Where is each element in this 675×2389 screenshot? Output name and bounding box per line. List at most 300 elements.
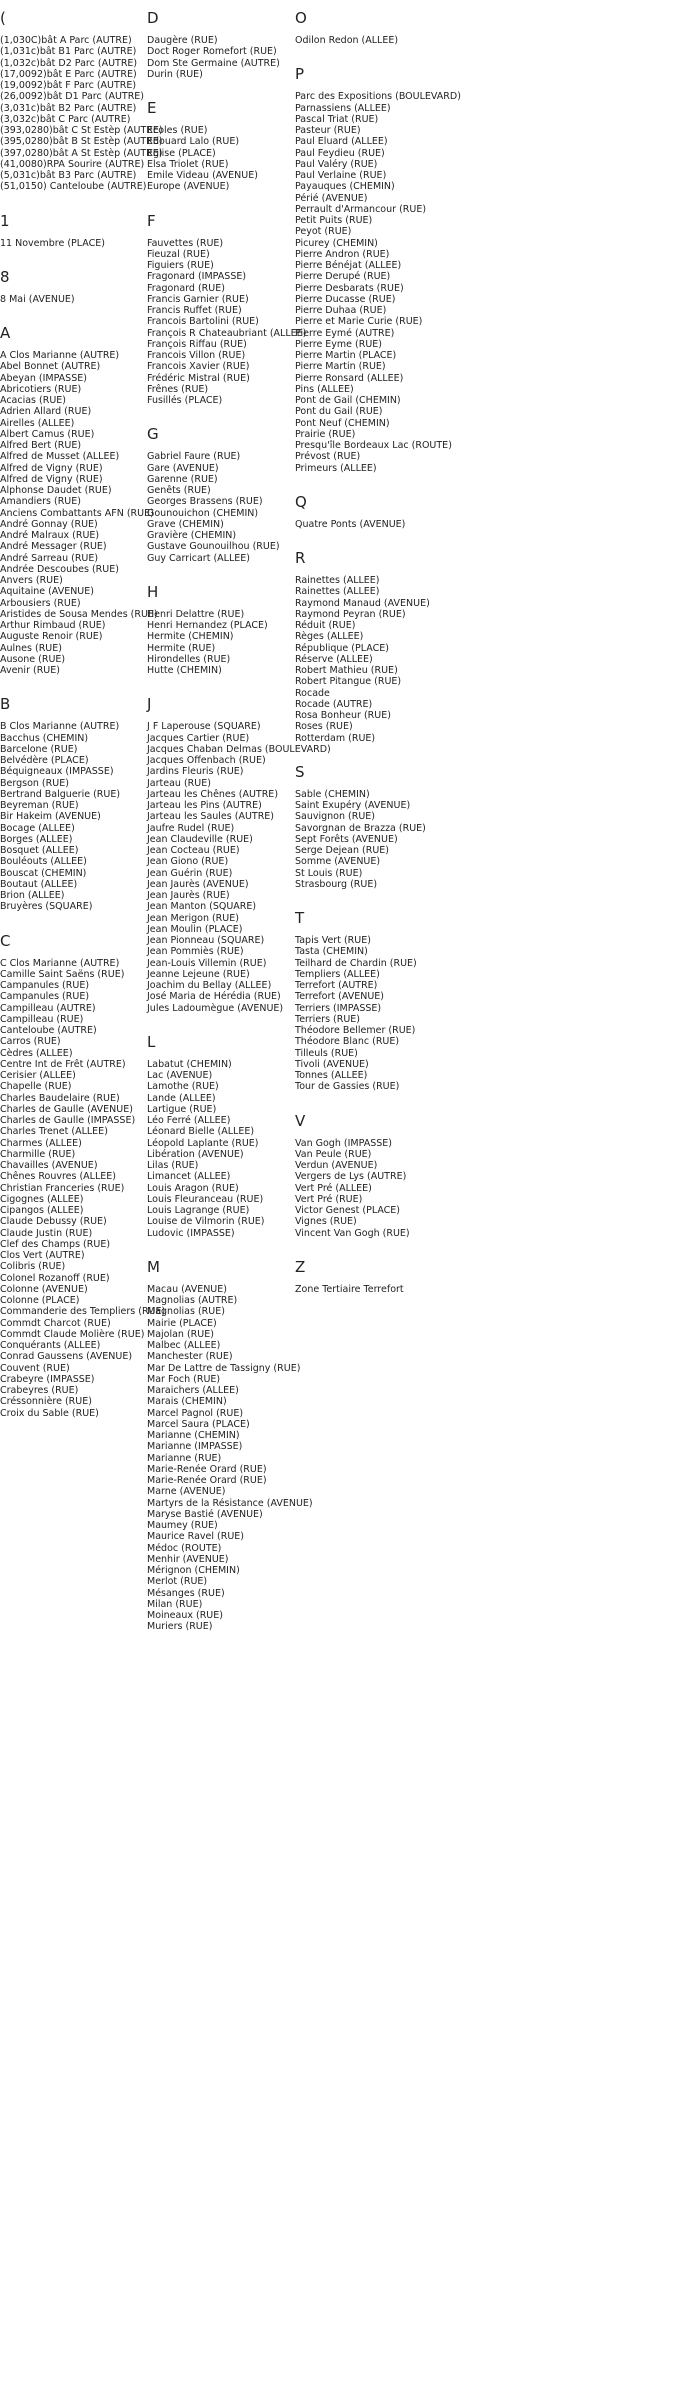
street-entry: Brion (ALLEE) [0,890,65,901]
street-entry: José Maria de Hérédia (RUE) [147,991,281,1003]
street-entry: Henri Delattre (RUE) [147,608,245,620]
street-entry: (393,0280)bât C St Estèp (AUTRE) [0,125,163,136]
street-entry: Prairie (RUE) [295,428,356,440]
street-entry: Borges (ALLEE) [0,833,73,845]
street-entry: Pierre Ducasse (RUE) [295,293,396,305]
street-entry: Beyreman (RUE) [0,800,79,811]
section-letter-heading: F [147,211,156,230]
street-entry: Adrien Allard (RUE) [0,406,92,418]
street-entry: Théodore Bellemer (RUE) [295,1025,416,1036]
street-entry: Charmille (RUE) [0,1148,76,1160]
street-entry: Tivoli (AVENUE) [295,1058,369,1070]
section-letter-heading: 8 [0,267,10,286]
street-entry: Europe (AVENUE) [147,181,230,193]
street-entry: Marcel Pagnol (RUE) [147,1407,244,1419]
street-entry: Gabriel Faure (RUE) [147,451,241,463]
street-entry: Médoc (ROUTE) [147,1542,222,1554]
street-entry: Cèdres (ALLEE) [0,1047,73,1059]
section-letter-heading: C [0,931,11,950]
street-entry: Francis Ruffet (RUE) [147,305,242,316]
street-entry: Marne (AVENUE) [147,1486,226,1498]
letter-section [0,695,145,912]
street-entry: Albert Camus (RUE) [0,428,95,440]
street-entry: Béquigneaux (IMPASSE) [0,766,114,778]
street-entry: Rotterdam (RUE) [295,732,376,744]
index-column-3 [295,9,475,1314]
street-entry: Grave (CHEMIN) [147,518,224,530]
street-entry: Pierre Eyme (RUE) [295,338,383,350]
street-entry: (3,032c)bât C Parc (AUTRE) [0,113,131,125]
street-entry: Frênes (RUE) [147,383,209,395]
street-entry: Jean Moulin (PLACE) [147,923,243,935]
street-entry: Tonnes (ALLEE) [295,1070,368,1081]
street-entry: Doct Roger Romefort (RUE) [147,46,277,58]
letter-section [147,1257,313,1633]
street-entry: Lac (AVENUE) [147,1070,213,1081]
street-entry: Bacchus (CHEMIN) [0,732,89,744]
street-entry: Odilon Redon (ALLEE) [295,35,399,46]
street-entry: République (PLACE) [295,642,389,654]
section-letter-heading: R [295,549,306,567]
street-entry: Sauvignon (RUE) [295,811,376,823]
street-entry: Lande (ALLEE) [147,1092,216,1104]
street-entry: Lartigue (RUE) [147,1103,217,1115]
street-entry: Commdt Charcot (RUE) [0,1317,111,1329]
street-entry: Payauques (CHEMIN) [295,181,395,193]
street-entry: Jaufre Rudel (RUE) [147,822,235,834]
street-entry: Maurice Ravel (RUE) [147,1531,244,1543]
street-entry: Gare (AVENUE) [147,462,219,474]
street-entry: B Clos Marianne (AUTRE) [0,721,120,733]
street-entry: Hermite (RUE) [147,642,216,654]
street-entry: Aulnes (RUE) [0,642,62,654]
street-entry: Louise de Vilmorin (RUE) [147,1216,265,1228]
street-entry: Tour de Gassies (RUE) [295,1081,400,1093]
street-entry: Teilhard de Chardin (RUE) [295,957,417,969]
street-entry: Marais (CHEMIN) [147,1396,227,1408]
section-letter-heading: ( [0,9,6,27]
street-entry: Chavailles (AVENUE) [0,1160,98,1171]
street-entry: Jean-Louis Villemin (RUE) [147,957,267,969]
street-entry: Christian Franceries (RUE) [0,1182,125,1194]
street-entry: Pierre et Marie Curie (RUE) [295,316,423,328]
street-entry: Somme (AVENUE) [295,856,381,868]
letter-section [147,9,294,80]
street-entry: Quatre Ponts (AVENUE) [295,518,406,530]
street-entry: Chapelle (RUE) [0,1081,72,1093]
street-entry: Campilleau (RUE) [0,1013,84,1025]
street-entry: Lilas (RUE) [147,1160,199,1171]
street-entry: Jacques Cartier (RUE) [147,732,250,744]
street-entry: Hutte (CHEMIN) [147,665,222,676]
street-entry: Perrault d'Armancour (RUE) [295,203,427,215]
street-entry: Parc des Expositions (BOULEVARD) [295,91,461,103]
section-letter-heading: V [295,1111,306,1130]
street-entry: Pont de Gail (CHEMIN) [295,395,401,406]
street-entry: Jarteau les Chênes (AUTRE) [147,788,279,800]
street-entry: Bouscat (CHEMIN) [0,867,87,879]
street-entry: Emile Videau (AVENUE) [147,170,258,181]
street-entry: Hirondelles (RUE) [147,653,231,665]
street-entry: Couvent (RUE) [0,1362,70,1374]
street-entry: Maumey (RUE) [147,1520,218,1531]
street-entry: Milan (RUE) [147,1598,203,1610]
street-entry: Commanderie des Templiers (RUE) [0,1306,166,1318]
street-entry: Paul Eluard (ALLEE) [295,136,388,148]
street-entry: Belvédère (PLACE) [0,755,89,766]
street-entry: C Clos Marianne (AUTRE) [0,957,120,969]
street-entry: Mar De Lattre de Tassigny (RUE) [147,1362,301,1374]
street-entry: Savorgnan de Brazza (RUE) [295,822,426,834]
street-entry: Durin (RUE) [147,68,203,80]
street-entry: Gustave Gounouilhou (RUE) [147,541,280,553]
section-letter-heading: D [147,9,159,27]
street-entry: Campilleau (AUTRE) [0,1002,96,1014]
street-entry: Macau (AVENUE) [147,1283,227,1295]
street-entry: Terrefort (AVENUE) [295,991,384,1003]
street-entry: Commdt Claude Molière (RUE) [0,1328,145,1340]
street-entry: Pierre Martin (PLACE) [295,350,397,361]
street-entry: Fieuzal (RUE) [147,248,210,260]
street-entry: Henri Hernandez (PLACE) [147,620,268,631]
street-entry: Canteloube (AUTRE) [0,1025,97,1036]
street-entry: Pierre Derupé (RUE) [295,271,391,283]
street-entry: (5,031c)bât B3 Parc (AUTRE) [0,170,137,181]
street-entry: Manchester (RUE) [147,1351,233,1363]
street-entry: Prévost (RUE) [295,451,361,463]
street-entry: Abel Bonnet (AUTRE) [0,361,101,373]
street-entry: (395,0280)bât B St Estèp (AUTRE) [0,136,163,148]
street-entry: Conquérants (ALLEE) [0,1340,101,1351]
street-entry: Mairie (PLACE) [147,1317,217,1329]
street-entry: Anvers (RUE) [0,575,63,586]
street-entry: Primeurs (ALLEE) [295,462,377,474]
street-entry: Muriers (RUE) [147,1621,213,1633]
street-entry: Jean Pionneau (SQUARE) [147,935,265,946]
letter-section [295,1112,475,1239]
street-entry: Mésanges (RUE) [147,1587,225,1599]
street-entry: Jean Manton (SQUARE) [147,901,257,913]
street-entry: Dom Ste Germaine (AUTRE) [147,57,280,69]
street-entry: Bocage (ALLEE) [0,822,75,834]
street-entry: Périé (AVENUE) [295,192,368,204]
street-entry: Rocade [295,687,330,699]
street-entry: Libération (AVENUE) [147,1148,244,1160]
street-entry: Aristides de Sousa Mendes (RUE) [0,608,158,620]
street-entry: Avenir (RUE) [0,665,60,676]
street-entry: Louis Aragon (RUE) [147,1182,239,1194]
section-letter-heading: T [295,909,305,927]
street-entry: J F Laperouse (SQUARE) [147,721,261,733]
street-entry: Garenne (RUE) [147,473,218,485]
street-entry: Vert Pré (RUE) [295,1193,363,1205]
street-entry: Claude Debussy (RUE) [0,1216,107,1228]
letter-section [147,425,294,564]
street-entry: Auguste Renoir (RUE) [0,631,103,643]
section-letter-heading: S [295,762,305,781]
street-entry: Marcel Saura (PLACE) [147,1418,250,1430]
street-entry: Jean Claudeville (RUE) [147,833,253,845]
street-entry: Guy Carricart (ALLEE) [147,552,250,564]
street-entry: Rainettes (ALLEE) [295,575,380,586]
street-entry: Crabeyres (RUE) [0,1385,79,1396]
street-entry: Roses (RUE) [295,721,353,733]
street-entry: Limancet (ALLEE) [147,1171,231,1183]
section-letter-heading: P [295,65,305,84]
street-entry: Léopold Laplante (RUE) [147,1137,259,1149]
street-entry: Jarteau les Pins (AUTRE) [147,800,262,811]
section-letter-heading: 1 [0,211,10,230]
street-entry: Pascal Triat (RUE) [295,113,379,125]
street-entry: Croix du Sable (RUE) [0,1407,99,1419]
street-entry: Gounouichon (CHEMIN) [147,507,259,519]
street-entry: Rocade (AUTRE) [295,698,373,710]
street-entry: Cerisier (ALLEE) [0,1070,76,1081]
street-entry: (26,0092)bât D1 Parc (AUTRE) [0,91,145,103]
street-entry: Moineaux (RUE) [147,1610,223,1621]
section-letter-heading: Q [295,492,307,511]
street-entry: Ludovic (IMPASSE) [147,1227,235,1239]
street-entry: André Gonnay (RUE) [0,518,98,530]
street-entry: Labatut (CHEMIN) [147,1058,232,1070]
letter-section [147,1033,294,1239]
street-entry: Frédéric Mistral (RUE) [147,372,250,384]
street-entry: Claude Justin (RUE) [0,1227,93,1239]
street-entry: Menhir (AVENUE) [147,1553,229,1565]
street-entry: Carros (RUE) [0,1036,61,1048]
index-column-1 [0,9,166,1438]
street-entry: Presqu'île Bordeaux Lac (ROUTE) [295,440,452,451]
street-entry: Paul Verlaine (RUE) [295,170,387,181]
street-entry: Hermite (CHEMIN) [147,631,234,643]
street-entry: Malbec (ALLEE) [147,1340,221,1351]
street-entry: Conrad Gaussens (AVENUE) [0,1351,133,1363]
street-entry: Jarteau (RUE) [147,777,211,789]
street-entry: François Riffau (RUE) [147,338,247,350]
street-entry: Jacques Offenbach (RUE) [147,755,266,766]
street-entry: Majolan (RUE) [147,1328,214,1340]
street-entry: Jean Cocteau (RUE) [147,845,240,856]
street-entry: Terrefort (AUTRE) [295,980,378,991]
street-entry: Pierre Andron (RUE) [295,248,390,260]
street-entry: Merlot (RUE) [147,1576,208,1588]
street-entry: Vincent Van Gogh (RUE) [295,1227,410,1239]
street-entry: Jean Merigon (RUE) [147,912,239,924]
street-entry: Martyrs de la Résistance (AVENUE) [147,1497,313,1509]
street-entry: Pierre Martin (RUE) [295,361,386,373]
street-entry: Centre Int de Frêt (AUTRE) [0,1058,126,1070]
street-entry: Marie-Renée Orard (RUE) [147,1463,267,1475]
street-entry: Bouléouts (ALLEE) [0,856,87,868]
street-entry: Alfred de Vigny (RUE) [0,473,103,485]
letter-section [295,909,475,1093]
street-entry: (1,030C)bât A Parc (AUTRE) [0,35,132,46]
street-entry: Robert Pitangue (RUE) [295,676,402,688]
street-entry: Arbousiers (RUE) [0,597,81,609]
street-entry: (19,0092)bât F Parc (AUTRE) [0,80,137,91]
street-entry: André Messager (RUE) [0,541,107,553]
street-entry: Anciens Combattants AFN (RUE) [0,507,154,519]
street-entry: Sable (CHEMIN) [295,788,370,800]
street-entry: Tasta (CHEMIN) [295,946,368,958]
street-entry: Genêts (RUE) [147,485,211,496]
street-entry: Boutaut (ALLEE) [0,878,78,890]
street-entry: (1,031c)bât B1 Parc (AUTRE) [0,46,137,58]
street-entry: Réserve (ALLEE) [295,653,373,665]
street-entry: Camille Saint Saëns (RUE) [0,968,125,980]
street-entry: Eglise (PLACE) [147,147,216,159]
street-entry: Pierre Desbarats (RUE) [295,282,404,294]
letter-section [0,268,145,305]
street-entry: Maryse Bastié (AVENUE) [147,1508,263,1520]
street-entry: Van Gogh (IMPASSE) [295,1137,392,1149]
street-entry: Marianne (CHEMIN) [147,1430,240,1441]
street-entry: Gravière (CHEMIN) [147,530,237,541]
street-entry: Jeanne Lejeune (RUE) [147,968,250,980]
street-entry: Rosa Bonheur (RUE) [295,710,391,721]
street-entry: Léo Ferré (ALLEE) [147,1115,231,1126]
street-entry: Bruyères (SQUARE) [0,901,93,913]
street-entry: Verdun (AVENUE) [295,1160,378,1171]
street-entry: Vignes (RUE) [295,1216,357,1228]
street-entry: Colibris (RUE) [0,1261,66,1273]
street-entry: Cipangos (ALLEE) [0,1205,84,1216]
street-entry: Raymond Peyran (RUE) [295,608,406,620]
street-entry: Campanules (RUE) [0,991,90,1003]
street-entry: Barcelone (RUE) [0,743,78,755]
street-entry: Edouard Lalo (RUE) [147,136,240,148]
street-entry: Fragonard (IMPASSE) [147,271,247,283]
letter-section [147,211,307,407]
street-entry: Strasbourg (RUE) [295,878,378,890]
street-entry: (397,0280)bât A St Estèp (AUTRE) [0,147,163,159]
street-entry: Louis Lagrange (RUE) [147,1205,250,1216]
street-entry: Pins (ALLEE) [295,383,354,395]
street-entry: Pierre Ronsard (ALLEE) [295,372,404,384]
street-entry: André Sarreau (RUE) [0,552,99,564]
letter-section [0,931,166,1419]
street-entry: Vergers de Lys (AUTRE) [295,1171,407,1183]
street-entry: Jean Jaurès (AVENUE) [147,878,249,890]
street-entry: Amandiers (RUE) [0,496,81,508]
street-entry: (1,032c)bât D2 Parc (AUTRE) [0,57,138,69]
section-letter-heading: A [0,324,11,342]
section-letter-heading: E [147,99,157,117]
street-entry: Bir Hakeim (AVENUE) [0,811,101,823]
street-entry: Cigognes (ALLEE) [0,1193,84,1205]
section-letter-heading: O [295,9,307,27]
street-entry: Magnolias (RUE) [147,1306,225,1318]
street-entry: Pasteur (RUE) [295,125,361,136]
letter-section [295,763,475,890]
street-entry: Francois Villon (RUE) [147,350,246,361]
street-entry: Robert Mathieu (RUE) [295,665,398,676]
street-entry: Jean Jaurès (RUE) [147,890,230,901]
street-entry: Jean Guérin (RUE) [147,867,233,879]
street-entry: Mar Foch (RUE) [147,1373,221,1385]
street-entry: Arthur Rimbaud (RUE) [0,620,106,631]
street-entry: (3,031c)bât B2 Parc (AUTRE) [0,102,137,114]
street-entry: Jean Pommiès (RUE) [147,946,244,958]
section-letter-heading: H [147,582,159,601]
street-entry: (17,0092)bât E Parc (AUTRE) [0,68,137,80]
street-entry: Chênes Rouvres (ALLEE) [0,1171,116,1183]
street-entry: Peyot (RUE) [295,226,352,238]
street-entry: Louis Fleuranceau (RUE) [147,1193,264,1205]
street-entry: Francois Xavier (RUE) [147,361,250,373]
letter-section [147,99,294,193]
letter-section [295,9,475,46]
street-entry: Andrée Descoubes (RUE) [0,563,119,575]
street-entry: Rainettes (ALLEE) [295,586,380,598]
street-entry: Daugère (RUE) [147,35,218,46]
street-entry: Réduit (RUE) [295,620,356,631]
street-entry: Alphonse Daudet (RUE) [0,485,112,496]
street-entry: Petit Puits (RUE) [295,215,373,226]
street-entry: Colonne (AVENUE) [0,1283,88,1295]
street-entry: Pont du Gail (RUE) [295,406,383,418]
street-entry: Ecoles (RUE) [147,125,208,136]
section-letter-heading: L [147,1032,156,1051]
street-entry: Serge Dejean (RUE) [295,845,389,856]
street-entry: Victor Genest (PLACE) [295,1205,401,1216]
street-entry: 8 Mai (AVENUE) [0,293,75,305]
street-entry: Abricotiers (RUE) [0,383,82,395]
street-entry: Clef des Champs (RUE) [0,1238,111,1250]
street-entry: Zone Tertiaire Terrefort [295,1283,404,1295]
street-entry: Vert Pré (ALLEE) [295,1182,372,1194]
street-entry: Parnassiens (ALLEE) [295,102,391,114]
street-entry: Aquitaine (AVENUE) [0,586,94,598]
street-entry: Saint Exupéry (AVENUE) [295,800,411,811]
street-entry: Léonard Bielle (ALLEE) [147,1126,255,1138]
street-entry: Raymond Manaud (AVENUE) [295,597,430,609]
section-letter-heading: J [147,695,152,714]
letter-section [295,65,475,474]
street-entry: Georges Brassens (RUE) [147,496,263,508]
street-entry: Charmes (ALLEE) [0,1137,82,1149]
street-entry: Joachim du Bellay (ALLEE) [147,980,272,991]
street-entry: Alfred de Musset (ALLEE) [0,451,120,463]
street-entry: (41,0080)RPA Sourire (AUTRE) [0,158,145,170]
letter-section [295,1258,475,1295]
street-entry: Marianne (IMPASSE) [147,1441,243,1453]
street-entry: Terriers (IMPASSE) [295,1002,382,1014]
letter-section [147,583,294,677]
street-entry: Jarteau les Saules (AUTRE) [147,811,275,823]
street-entry: Bosquet (ALLEE) [0,845,79,856]
street-entry: Marie-Renée Orard (RUE) [147,1475,267,1486]
section-letter-heading: B [0,695,11,714]
street-entry: Jardins Fleuris (RUE) [147,766,244,778]
street-entry: A Clos Marianne (AUTRE) [0,350,120,361]
street-entry: Jules Ladoumègue (AVENUE) [147,1002,284,1014]
street-entry: Lamothe (RUE) [147,1081,219,1093]
street-entry: Francois Bartolini (RUE) [147,316,259,328]
street-entry: Fusillés (PLACE) [147,395,223,406]
letter-section [295,549,475,744]
street-entry: Campanules (RUE) [0,980,90,991]
street-entry: Tapis Vert (RUE) [295,935,371,946]
street-entry: Charles de Gaulle (IMPASSE) [0,1115,136,1126]
street-entry: Figuiers (RUE) [147,260,214,271]
street-entry: Maraichers (ALLEE) [147,1385,239,1396]
street-entry: Théodore Blanc (RUE) [295,1036,400,1048]
street-entry: Paul Feydieu (RUE) [295,147,385,159]
street-entry: Créssonnière (RUE) [0,1396,92,1408]
street-entry: Paul Valéry (RUE) [295,158,378,170]
street-entry: Pierre Eymé (AUTRE) [295,327,395,339]
